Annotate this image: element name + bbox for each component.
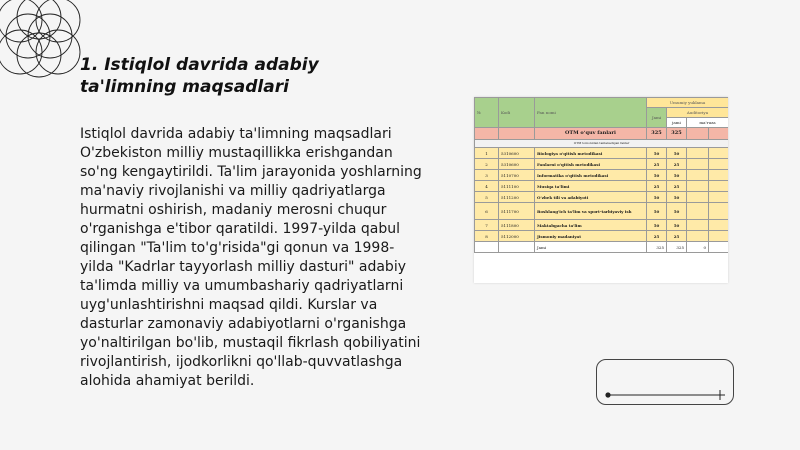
- table-row: [475, 148, 729, 159]
- total-row: [475, 242, 729, 253]
- row-empty: [687, 192, 709, 203]
- table-row: [475, 192, 729, 203]
- table-row: [475, 170, 729, 181]
- row-value-a: 25: [647, 181, 667, 192]
- slide-body-text: Istiqlol davrida adabiy ta'limning maqsadlari O'zbekiston milliy mustaqillikka erishgandan so'ng kengaytirildi. Ta'lim jarayonida yoshlarning ma'naviy rivojlanishi va milliy qadriyatlarga hurmatni oshirish, madaniy merosni chuqur o'rganishga e'tibor qaratildi. 1997-yilda qabul qilingan "Ta'lim to'g'risida"gi qonun va 1998-yilda "Kadrlar tayyorlash milliy dasturi" adabiy ta'limda milliy va umumbashariy qadriyatlarni uyg'unlashtirishni maqsad qildi. Kurslar va dasturlar zamonaviy adabiyotlarni o'rganishga yo'naltirilgan bo'lib, mustaqil fikrlash qobiliyatini rivojlantirish, ijodkorlikni qo'llab-quvvatlashga alohida ahamiyat berildi.: [80, 126, 422, 389]
- row-name: Maktabgacha ta'lim: [535, 220, 647, 231]
- row-value-b: 25: [667, 231, 687, 242]
- row-empty: [709, 181, 729, 192]
- row-number: 2: [475, 159, 499, 170]
- table-row: [475, 231, 729, 242]
- row-empty: [709, 203, 729, 220]
- table-row: [475, 220, 729, 231]
- row-empty: [709, 220, 729, 231]
- header-sub-a: jami: [667, 118, 687, 128]
- row-name: Fanlarni o'qitish metodikasi: [535, 159, 647, 170]
- row-number: 4: [475, 181, 499, 192]
- row-value-b: 50: [667, 192, 687, 203]
- row-empty: [709, 159, 729, 170]
- row-name: Boshlang'ich ta'lim va sport-tarbiyaviy ish: [535, 203, 647, 220]
- row-value-a: 25: [647, 231, 667, 242]
- row-code: 5111800: [499, 220, 535, 231]
- curriculum-table-image: [474, 97, 728, 283]
- media-control-box[interactable]: [596, 359, 734, 405]
- row-value-a: 50: [647, 148, 667, 159]
- row-name: Jismoniy madaniyat: [535, 231, 647, 242]
- row-number: 7: [475, 220, 499, 231]
- slider-track-icon: [597, 360, 733, 404]
- header-sub-b: ma'ruza: [687, 118, 729, 128]
- total-v3: 0: [687, 242, 709, 253]
- table-row: [475, 203, 729, 220]
- header-name: Fan nomi: [535, 98, 647, 128]
- header-group: Umumiy yuklama: [647, 98, 729, 108]
- row-name: O'zbek tili va adabiyoti: [535, 192, 647, 203]
- slide-title: 1. Istiqlol davrida adabiy ta'limning maqsadlari: [80, 55, 319, 97]
- row-code: 5111100: [499, 181, 535, 192]
- row-value-b: 25: [667, 181, 687, 192]
- row-value-b: 50: [667, 148, 687, 159]
- section-row: [475, 128, 729, 140]
- row-code: 5310600: [499, 148, 535, 159]
- row-empty: [709, 231, 729, 242]
- row-empty: [687, 148, 709, 159]
- row-value-a: 50: [647, 203, 667, 220]
- row-code: 5111200: [499, 192, 535, 203]
- row-code: 5310600: [499, 159, 535, 170]
- row-value-b: 25: [667, 159, 687, 170]
- row-empty: [709, 170, 729, 181]
- row-number: 1: [475, 148, 499, 159]
- row-value-b: 50: [667, 170, 687, 181]
- subsection-label: OTM tomonidan tanlanadigan fanlar: [475, 140, 729, 148]
- section-v1: 325: [647, 128, 667, 140]
- row-number: 5: [475, 192, 499, 203]
- row-value-b: 50: [667, 203, 687, 220]
- row-code: 5110700: [499, 170, 535, 181]
- header-total: Jami: [647, 108, 667, 128]
- total-v1: 325: [647, 242, 667, 253]
- table-row: [475, 181, 729, 192]
- row-empty: [687, 159, 709, 170]
- row-empty: [687, 231, 709, 242]
- total-label: Jami: [535, 242, 647, 253]
- table-rows: [475, 148, 729, 242]
- row-value-b: 50: [667, 220, 687, 231]
- rings-icon: [0, 0, 90, 90]
- table-row: [475, 159, 729, 170]
- row-empty: [687, 181, 709, 192]
- row-number: 6: [475, 203, 499, 220]
- row-empty: [687, 203, 709, 220]
- row-number: 3: [475, 170, 499, 181]
- row-name: Informatika o'qitish metodikasi: [535, 170, 647, 181]
- header-no: №: [475, 98, 499, 128]
- row-code: 5112000: [499, 231, 535, 242]
- row-code: 5111700: [499, 203, 535, 220]
- row-value-a: 25: [647, 159, 667, 170]
- row-value-a: 50: [647, 192, 667, 203]
- section-v2: 325: [667, 128, 687, 140]
- row-empty: [709, 192, 729, 203]
- total-v2: 325: [667, 242, 687, 253]
- row-empty: [687, 220, 709, 231]
- row-name: Biologiya o'qitish metodikasi: [535, 148, 647, 159]
- row-value-a: 50: [647, 170, 667, 181]
- row-number: 8: [475, 231, 499, 242]
- decorative-rings: [0, 0, 90, 90]
- row-name: Musiqa ta'limi: [535, 181, 647, 192]
- row-empty: [709, 148, 729, 159]
- header-code: Kodi: [499, 98, 535, 128]
- curriculum-table: [474, 97, 728, 253]
- header-auditorium: Auditoriya: [667, 108, 729, 118]
- section-label: OTM oʻquv fanlari: [535, 128, 647, 140]
- row-empty: [687, 170, 709, 181]
- row-value-a: 50: [647, 220, 667, 231]
